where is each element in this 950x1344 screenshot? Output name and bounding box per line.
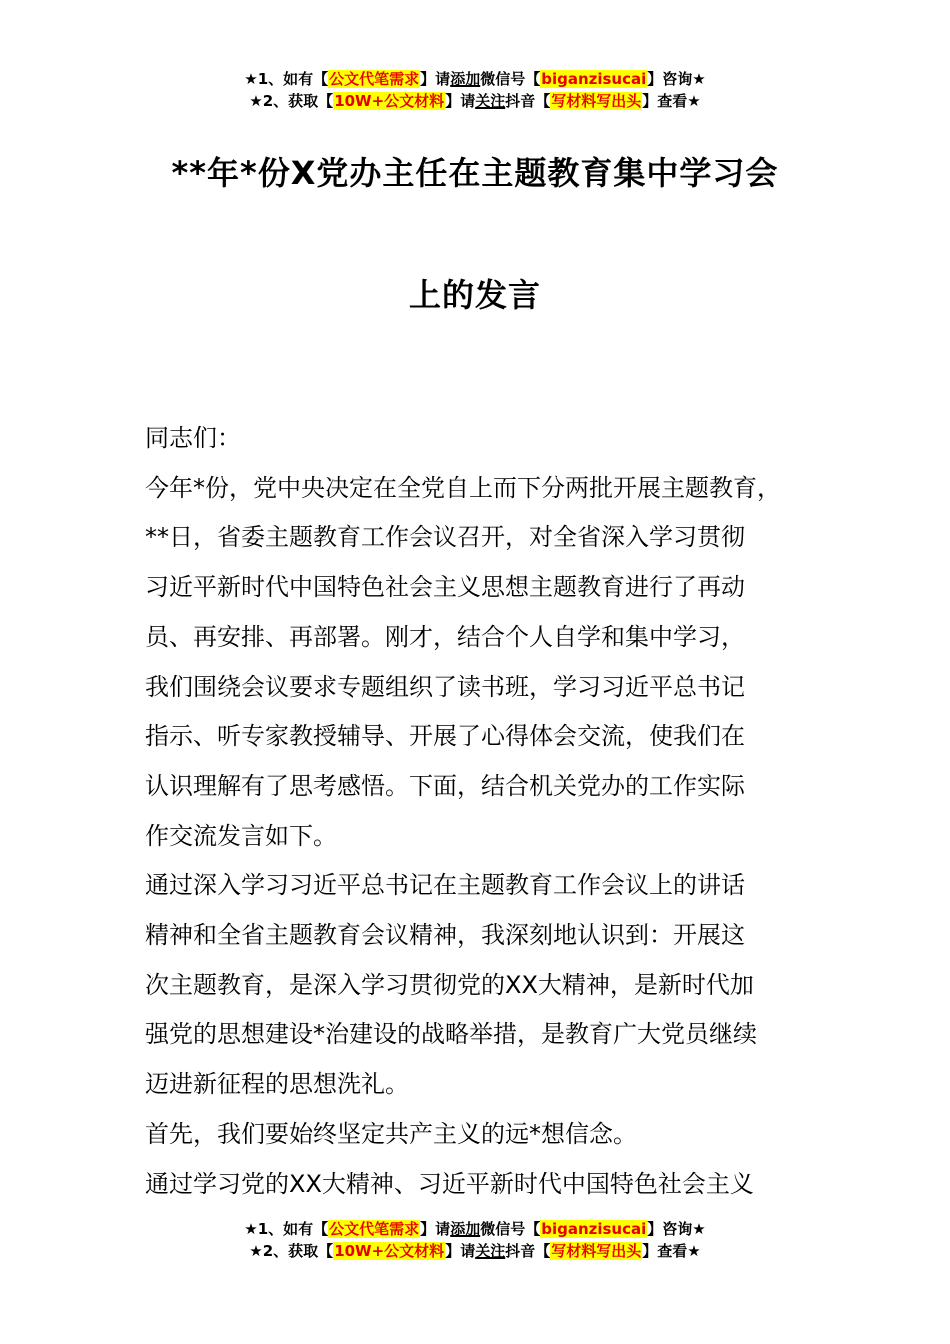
body-line: 作交流发言如下。 (145, 821, 337, 850)
document-body (145, 414, 845, 1209)
body-line: 同志们： (145, 424, 241, 452)
body-line: 首先，我们要始终坚定共产主义的远*想信念。 (145, 1119, 637, 1148)
promo-highlight: 写材料写出头 (551, 92, 642, 110)
promo-highlight: biganzisucai (541, 1220, 647, 1238)
body-line: 认识理解有了思考感悟。下面，结合机关党办的工作实际 (145, 771, 745, 800)
promo-line-2: ★2、获取【10W+公文材料】请关注抖音【写材料写出头】查看★ (249, 92, 701, 110)
body-line: 今年*份，党中央决定在全党自上而下分两批开展主题教育， (145, 473, 781, 502)
promo-highlight: 10W+公文材料 (334, 92, 445, 110)
promo-line-2: ★2、获取【10W+公文材料】请关注抖音【写材料写出头】查看★ (249, 1242, 701, 1260)
footer-promo-banner (0, 1218, 950, 1262)
body-line: 次主题教育，是深入学习贯彻党的XX大精神，是新时代加 (145, 970, 754, 999)
body-line: 精神和全省主题教育会议精神，我深刻地认识到：开展这 (145, 921, 745, 950)
body-line: 习近平新时代中国特色社会主义思想主题教育进行了再动 (145, 573, 745, 602)
header-promo-banner (0, 68, 950, 112)
body-line: 员、再安排、再部署。刚才，结合个人自学和集中学习， (145, 622, 745, 651)
promo-highlight: biganzisucai (541, 70, 647, 88)
body-line: **日，省委主题教育工作会议召开，对全省深入学习贯彻 (145, 523, 745, 552)
document-title-line-2: 上的发言 (408, 276, 541, 314)
body-line: 指示、听专家教授辅导、开展了心得体会交流，使我们在 (145, 722, 745, 751)
promo-highlight: 写材料写出头 (551, 1242, 642, 1260)
document-title-line-1: **年*份X党办主任在主题教育集中学习会 (171, 154, 779, 192)
promo-highlight: 公文代笔需求 (329, 70, 420, 88)
body-line: 我们围绕会议要求专题组织了读书班，学习习近平总书记 (145, 672, 745, 701)
body-line: 迈进新征程的思想洗礼。 (145, 1070, 409, 1099)
promo-line-1: ★1、如有【公文代笔需求】请添加微信号【biganzisucai】咨询★ (244, 1220, 706, 1238)
body-line: 强党的思想建设*治建设的战略举措，是教育广大党员继续 (145, 1020, 757, 1049)
body-line: 通过深入学习习近平总书记在主题教育工作会议上的讲话 (145, 871, 745, 900)
promo-highlight: 10W+公文材料 (334, 1242, 445, 1260)
promo-line-1: ★1、如有【公文代笔需求】请添加微信号【biganzisucai】咨询★ (244, 70, 706, 88)
promo-highlight: 公文代笔需求 (329, 1220, 420, 1238)
body-line: 通过学习党的XX大精神、习近平新时代中国特色社会主义 (145, 1169, 754, 1198)
